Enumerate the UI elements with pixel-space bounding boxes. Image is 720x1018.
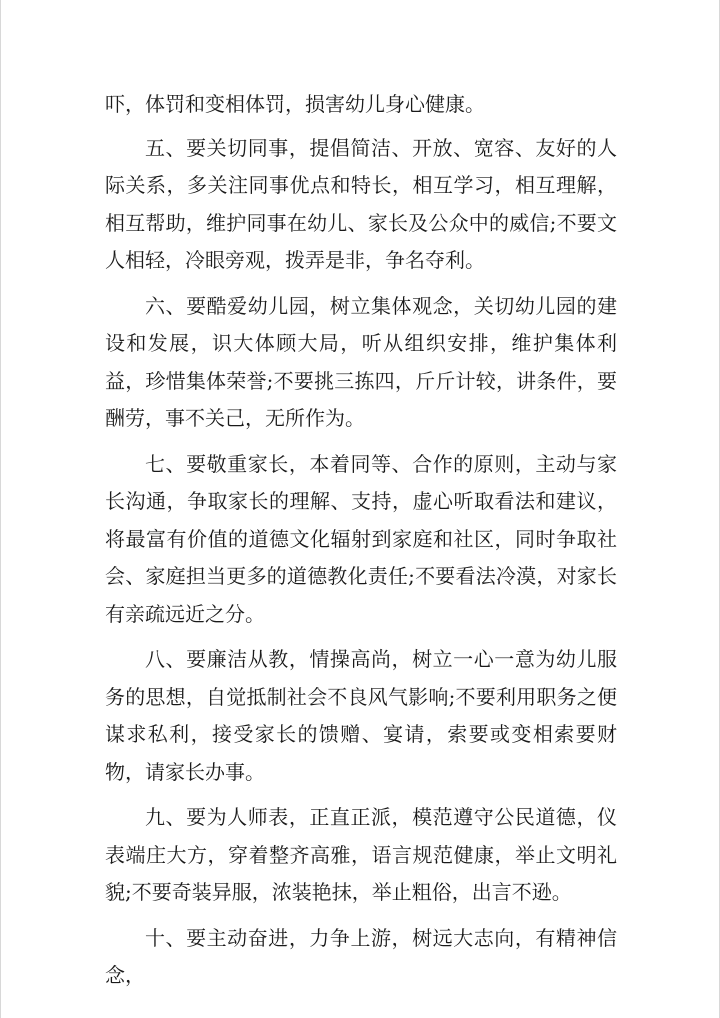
- paragraph-item-7: 七、要敬重家长，本着同等、合作的原则，主动与家长沟通，争取家长的理解、支持，虚心听取看法和建议，将最富有价值的道德文化辐射到家庭和社区，同时争取社会、家庭担当更多的道德教化责任;不要看法冷漠，对家长有亲疏远近之分。: [105, 451, 617, 626]
- paragraph-item-5: 五、要关切同事，提倡简洁、开放、宽容、友好的人际关系，多关注同事优点和特长，相互学习，相互理解，相互帮助，维护同事在幼儿、家长及公众中的威信;不要文人相轻，冷眼旁观，拨弄是非，争名夺利。: [105, 135, 617, 272]
- paragraph-item-10: 十、要主动奋进，力争上游，树远大志向，有精神信念，: [105, 925, 617, 987]
- paragraph-item-8: 八、要廉洁从教，情操高尚，树立一心一意为幼儿服务的思想，自觉抵制社会不良风气影响;不要利用职务之便谋求私利，接受家长的馈赠、宴请，索要或变相索要财物，请家长办事。: [105, 647, 617, 784]
- paragraph-continued: 吓，体罚和变相体罚，损害幼儿身心健康。: [105, 92, 485, 116]
- paragraph-item-6: 六、要酷爱幼儿园，树立集体观念，关切幼儿园的建设和发展，识大体顾大局，听从组织安排，维护集体利益，珍惜集体荣誉;不要挑三拣四，斤斤计较，讲条件，要酬劳，事不关己，无所作为。: [105, 293, 617, 430]
- paragraph-item-9: 九、要为人师表，正直正派，模范遵守公民道德，仪表端庄大方，穿着整齐高雅，语言规范健康，举止文明礼貌;不要奇装异服，浓装艳抹，举止粗俗，出言不逊。: [105, 805, 617, 904]
- document-body: [105, 86, 617, 1003]
